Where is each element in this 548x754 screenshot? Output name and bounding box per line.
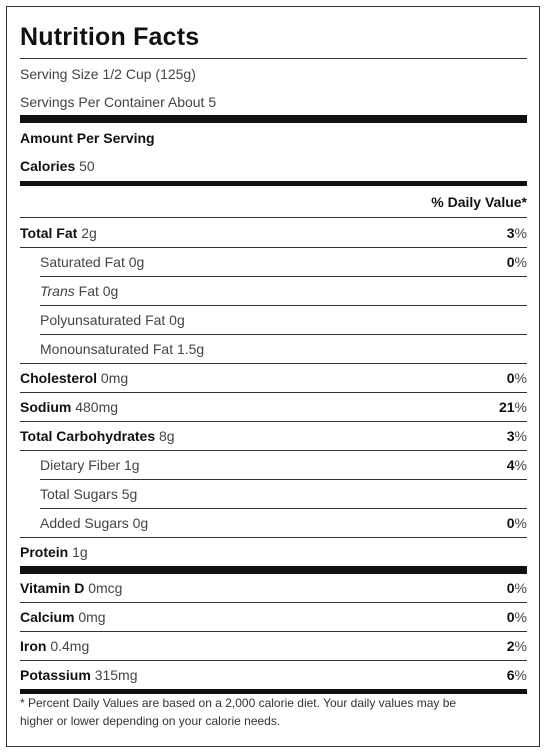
pct-sign: %: [514, 514, 527, 531]
pct-sign: %: [514, 608, 527, 625]
servings-per-container: [20, 87, 527, 116]
servings-per-container-text: Servings Per Container About 5: [20, 93, 217, 110]
row-polyunsaturated-fat: [20, 305, 527, 334]
row-dietary-fiber: [20, 450, 527, 479]
amount-per-serving-text: Amount Per Serving: [20, 129, 155, 146]
row-sodium: [20, 392, 527, 421]
daily-value-header: [20, 187, 527, 216]
vitamin-d-label: Vitamin D: [20, 579, 85, 596]
row-total-sugars: [20, 479, 527, 508]
saturated-fat-pct: 0: [506, 253, 515, 270]
serving-size: [20, 59, 527, 88]
total-fat-amount: 2g: [81, 224, 97, 241]
pct-sign: %: [514, 456, 527, 473]
vitamin-d-amount: 0mcg: [88, 579, 123, 596]
daily-value-header-text: % Daily Value*: [431, 193, 527, 210]
row-vitamin-d: [20, 573, 527, 602]
row-total-carbohydrates: [20, 421, 527, 450]
calcium-amount: 0mg: [78, 608, 106, 625]
pct-sign: %: [514, 253, 527, 270]
footnote: [20, 694, 527, 730]
added-sugars-pct: 0: [506, 514, 515, 531]
iron-amount: 0.4mg: [50, 637, 90, 654]
pct-sign: %: [514, 666, 527, 683]
vitamin-d-pct: 0: [506, 579, 515, 596]
protein-label: Protein: [20, 543, 69, 560]
pct-sign: %: [514, 398, 527, 415]
iron-label: Iron: [20, 637, 47, 654]
row-trans-fat: [20, 276, 527, 305]
trans-label: Trans: [40, 282, 75, 299]
nutrition-facts-label: [6, 6, 540, 747]
sodium-label: Sodium: [20, 398, 72, 415]
row-protein: [20, 537, 527, 566]
row-cholesterol: [20, 363, 527, 392]
amount-per-serving: [20, 123, 527, 152]
calories-row: [20, 151, 527, 180]
total-carbohydrates-pct: 3: [506, 427, 515, 444]
row-total-fat: [20, 218, 527, 247]
pct-sign: %: [514, 637, 527, 654]
calories-value: 50: [79, 157, 95, 174]
total-sugars-label: Total Sugars 5g: [40, 485, 138, 502]
calories-label: Calories: [20, 157, 76, 174]
pct-sign: %: [514, 427, 527, 444]
polyunsaturated-fat-label: Polyunsaturated Fat 0g: [40, 311, 185, 328]
footnote-line-2: higher or lower depending on your calorie needs.: [20, 714, 281, 728]
row-saturated-fat: [20, 247, 527, 276]
cholesterol-pct: 0: [506, 369, 515, 386]
serving-size-text: Serving Size 1/2 Cup (125g): [20, 65, 196, 82]
dietary-fiber-label: Dietary Fiber 1g: [40, 456, 140, 473]
row-iron: [20, 631, 527, 660]
pct-sign: %: [514, 579, 527, 596]
pct-sign: %: [514, 369, 527, 386]
pct-sign: %: [514, 224, 527, 241]
cholesterol-amount: 0mg: [100, 369, 129, 386]
saturated-fat-label: Saturated Fat 0g: [40, 253, 145, 270]
dietary-fiber-pct: 4: [506, 456, 515, 473]
medium-divider: [20, 181, 527, 186]
added-sugars-label: Added Sugars 0g: [40, 514, 149, 531]
row-monounsaturated-fat: [20, 334, 527, 363]
trans-fat-label: Fat 0g: [74, 282, 119, 299]
potassium-pct: 6: [506, 666, 515, 683]
calcium-pct: 0: [506, 608, 515, 625]
row-added-sugars: [20, 508, 527, 537]
total-fat-pct: 3: [506, 224, 515, 241]
potassium-amount: 315mg: [94, 666, 138, 683]
label-title: Nutrition Facts: [20, 23, 200, 51]
row-calcium: [20, 602, 527, 631]
thick-divider: [20, 115, 527, 123]
protein-amount: 1g: [72, 543, 88, 560]
total-fat-label: Total Fat: [20, 224, 78, 241]
potassium-label: Potassium: [20, 666, 91, 683]
footnote-line-1: * Percent Daily Values are based on a 2,000 calorie diet. Your daily values may be: [20, 696, 457, 710]
cholesterol-label: Cholesterol: [20, 369, 98, 386]
monounsaturated-fat-label: Monounsaturated Fat 1.5g: [40, 340, 205, 357]
total-carbohydrates-amount: 8g: [159, 427, 175, 444]
total-carbohydrates-label: Total Carbohydrates: [20, 427, 156, 444]
row-potassium: [20, 660, 527, 689]
sodium-pct: 21: [498, 398, 515, 415]
calcium-label: Calcium: [20, 608, 75, 625]
iron-pct: 2: [506, 637, 515, 654]
sodium-amount: 480mg: [75, 398, 119, 415]
